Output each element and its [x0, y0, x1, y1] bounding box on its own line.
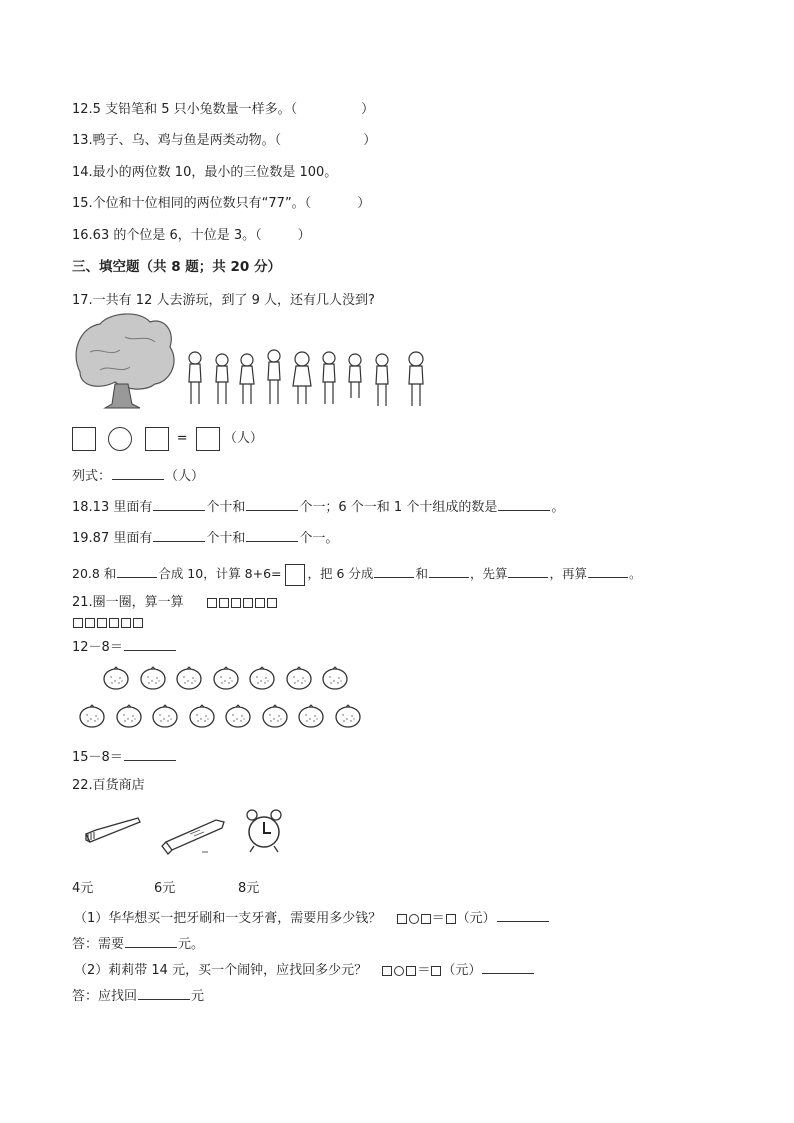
- question-18-blank-2[interactable]: [246, 496, 298, 511]
- question-18: [72, 496, 564, 517]
- question-18-part-4: 。: [551, 500, 565, 515]
- question-19: [72, 527, 338, 548]
- formula-blank[interactable]: [112, 465, 164, 480]
- equation-12-minus-8: 12－8＝: [72, 640, 123, 655]
- answer-1-blank[interactable]: [125, 933, 177, 948]
- placeholder-box: [446, 914, 456, 924]
- question-19-part-3: 个一。: [299, 531, 339, 546]
- orange-icon[interactable]: [285, 666, 313, 694]
- question-20-part-5: ，先算: [469, 566, 508, 581]
- question-20-part-3: ，把 6 分成: [307, 566, 374, 581]
- orange-icon[interactable]: [334, 704, 362, 732]
- alarm-clock-icon: [244, 808, 284, 854]
- question-21-box-row: [72, 614, 144, 632]
- question-15-bracket: ）: [357, 196, 371, 211]
- question-17-answer-row: [72, 426, 263, 452]
- question-20-part-4: 和: [415, 566, 428, 581]
- question-20-blank-5[interactable]: [588, 563, 628, 578]
- price-row: [72, 880, 332, 898]
- question-13-bracket: ）: [363, 133, 377, 148]
- price-toothpaste: 6元: [154, 881, 176, 896]
- placeholder-box: [431, 966, 441, 976]
- orange-icon[interactable]: [151, 704, 179, 732]
- answer-box-1[interactable]: [72, 427, 96, 451]
- orange-icon[interactable]: [224, 704, 252, 732]
- operator-circle[interactable]: [108, 427, 132, 451]
- question-22-title: 22.百货商店: [72, 778, 145, 793]
- placeholder-box: [219, 598, 229, 608]
- question-20-blank-2[interactable]: [374, 563, 414, 578]
- placeholder-box: [121, 618, 131, 628]
- orange-icon[interactable]: [78, 704, 106, 732]
- question-12-text: 12.5 支铅笔和 5 只小兔数量一样多。（: [72, 102, 298, 117]
- placeholder-box: [267, 598, 277, 608]
- question-22-sub-1: [74, 907, 550, 928]
- placeholder-box: [255, 598, 265, 608]
- question-20-blank-3[interactable]: [429, 563, 469, 578]
- question-20-blank-4[interactable]: [508, 563, 548, 578]
- answer-box-2[interactable]: [145, 427, 169, 451]
- question-17-formula: [72, 465, 204, 486]
- unit-label: （人）: [223, 431, 263, 446]
- question-21-eq-1: [72, 636, 177, 657]
- formula-label: 列式：: [72, 469, 112, 484]
- placeholder-box: [421, 914, 431, 924]
- question-16-text: 16.63 的个位是 6，十位是 3。（: [72, 228, 262, 243]
- orange-icon[interactable]: [188, 704, 216, 732]
- question-20-part-2: 合成 10，计算 8+6=: [158, 566, 282, 581]
- question-18-blank-1[interactable]: [153, 496, 205, 511]
- unit-label: （元）: [442, 963, 482, 978]
- placeholder-box: [73, 618, 83, 628]
- question-18-part-3: 个一；6 个一和 1 个十组成的数是: [299, 500, 498, 515]
- orange-icon[interactable]: [321, 666, 349, 694]
- sub-2-blank[interactable]: [482, 959, 534, 974]
- answer-1-prefix: 答：需要: [72, 937, 125, 952]
- placeholder-box: [97, 618, 107, 628]
- sub-1-blank[interactable]: [497, 907, 549, 922]
- question-21-title-row: [72, 594, 278, 612]
- placeholder-box: [231, 598, 241, 608]
- equals-sign: =: [176, 431, 188, 446]
- question-14: [72, 164, 337, 182]
- question-22-sub-2: [74, 959, 535, 980]
- orange-icon[interactable]: [175, 666, 203, 694]
- placeholder-box: [406, 966, 416, 976]
- question-18-part-1: 18.13 里面有: [72, 500, 153, 515]
- question-12: [72, 101, 374, 119]
- question-21-eq-2: [72, 746, 177, 767]
- question-19-blank-1[interactable]: [153, 527, 205, 542]
- question-16-bracket: ）: [297, 228, 311, 243]
- equation-2-blank[interactable]: [124, 746, 176, 761]
- question-18-blank-3[interactable]: [498, 496, 550, 511]
- question-20-part-6: ，再算: [549, 566, 587, 581]
- question-15: [72, 195, 370, 213]
- children-group: [189, 350, 423, 406]
- question-21-title: 21.圈一圈，算一算: [72, 595, 184, 610]
- placeholder-box: [397, 914, 407, 924]
- tree-icon: [76, 314, 174, 408]
- formula-unit: （人）: [165, 469, 205, 484]
- question-20-blank-1[interactable]: [117, 563, 157, 578]
- price-toothbrush: 4元: [72, 881, 94, 896]
- toothpaste-icon: [160, 812, 230, 857]
- price-alarm-clock: 8元: [238, 881, 260, 896]
- question-20: [72, 563, 642, 586]
- question-19-blank-2[interactable]: [246, 527, 298, 542]
- placeholder-box: [85, 618, 95, 628]
- question-15-text: 15.个位和十位相同的两位数只有“77”。（: [72, 196, 312, 211]
- answer-box-result[interactable]: [196, 427, 220, 451]
- question-13-text: 13.鸭子、乌、鸡与鱼是两类动物。（: [72, 133, 282, 148]
- question-18-part-2: 个十和: [206, 500, 246, 515]
- answer-1-suffix: 元。: [178, 937, 205, 952]
- question-13: [72, 132, 376, 150]
- question-20-part-1: 20.8 和: [72, 566, 117, 581]
- orange-icon[interactable]: [102, 666, 130, 694]
- orange-icon[interactable]: [212, 666, 240, 694]
- placeholder-circle: [394, 966, 404, 976]
- sub-1-question: （1）华华想买一把牙刷和一支牙膏，需要用多少钱？: [74, 911, 382, 926]
- question-19-part-1: 19.87 里面有: [72, 531, 153, 546]
- answer-2-blank[interactable]: [138, 985, 190, 1000]
- question-14-text: 14.最小的两位数 10，最小的三位数是 100。: [72, 165, 338, 180]
- answer-2-suffix: 元: [191, 989, 205, 1004]
- section-3-title: 三、填空题（共 8 题；共 20 分）: [72, 259, 281, 275]
- equals-sign: ＝: [431, 911, 445, 926]
- placeholder-box: [133, 618, 143, 628]
- question-22-answer-2: [72, 985, 204, 1006]
- equals-sign: ＝: [417, 963, 431, 978]
- tree-children-illustration: [70, 312, 440, 412]
- orange-icon[interactable]: [297, 704, 325, 732]
- equation-1-blank[interactable]: [124, 636, 176, 651]
- orange-icon[interactable]: [248, 666, 276, 694]
- placeholder-box: [382, 966, 392, 976]
- equation-15-minus-8: 15－8＝: [72, 750, 123, 765]
- question-12-bracket: ）: [361, 102, 375, 117]
- placeholder-circle: [409, 914, 419, 924]
- question-20-answer-box[interactable]: [285, 564, 305, 586]
- question-19-part-2: 个十和: [206, 531, 246, 546]
- answer-2-prefix: 答：应找回: [72, 989, 138, 1004]
- question-16: [72, 227, 311, 245]
- question-20-part-7: 。: [628, 566, 642, 581]
- placeholder-box: [109, 618, 119, 628]
- question-17-text: 17.一共有 12 人去游玩，到了 9 人，还有几人没到?: [72, 293, 375, 308]
- question-22-answer-1: [72, 933, 204, 954]
- placeholder-box: [243, 598, 253, 608]
- sub-2-question: （2）莉莉带 14 元，买一个闹钟，应找回多少元？: [74, 963, 368, 978]
- placeholder-box: [207, 598, 217, 608]
- orange-icon[interactable]: [115, 704, 143, 732]
- orange-icon[interactable]: [261, 704, 289, 732]
- toothbrush-icon: [82, 810, 142, 850]
- unit-label: （元）: [456, 911, 496, 926]
- orange-icon[interactable]: [139, 666, 167, 694]
